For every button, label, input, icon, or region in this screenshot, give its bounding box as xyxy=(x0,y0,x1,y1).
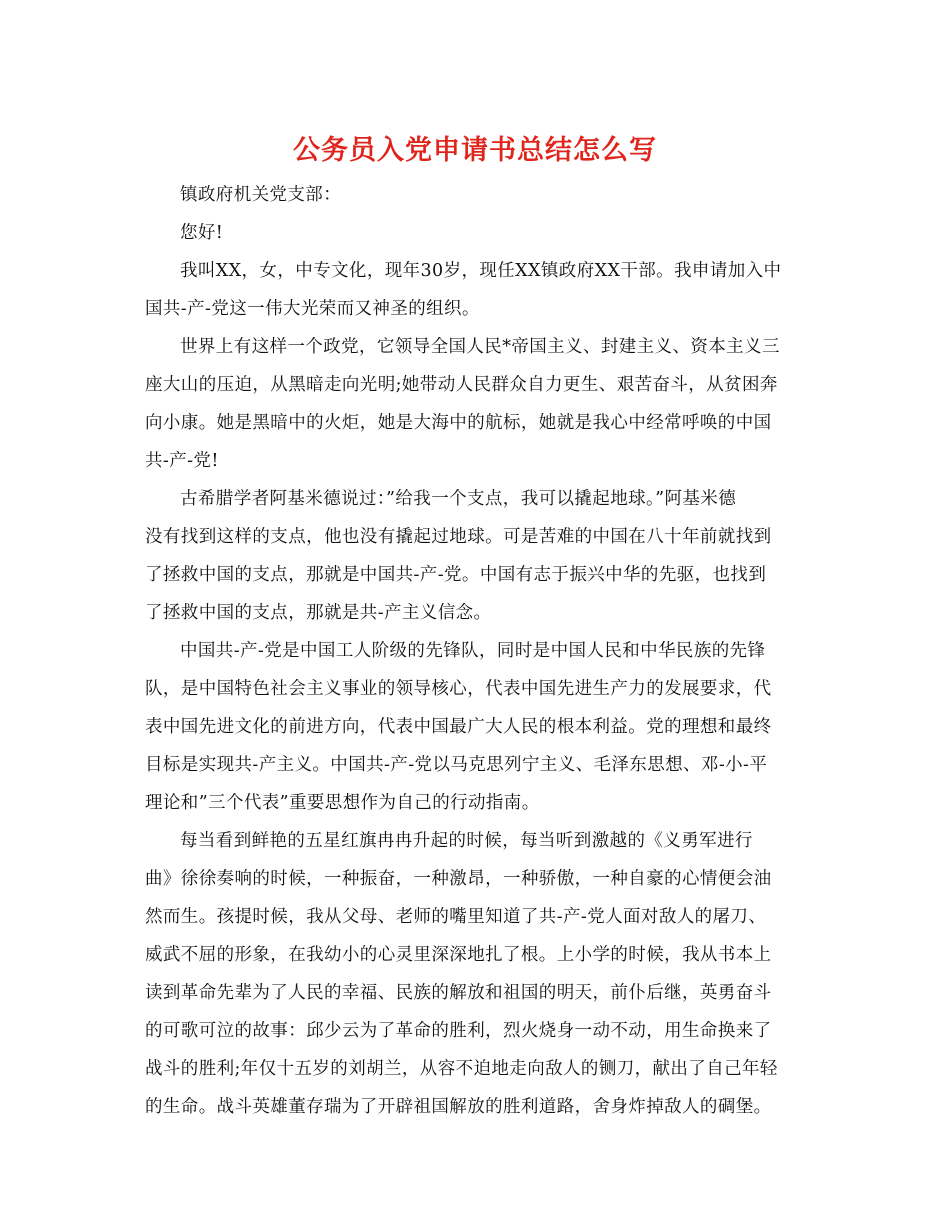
body-line: 然而生。孩提时候，我从父母、老师的嘴里知道了共-产-党人面对敌人的屠刀、 xyxy=(145,907,767,927)
body-line: 向小康。她是黑暗中的火炬，她是大海中的航标，她就是我心中经常呼唤的中国 xyxy=(145,413,772,433)
body-line: 世界上有这样一个政党，它领导全国人民*帝国主义、封建主义、资本主义三 xyxy=(180,337,780,357)
document-title: 公务员入党申请书总结怎么写 xyxy=(293,135,657,166)
body-line: 威武不屈的形象，在我幼小的心灵里深深地扎了根。上小学的时候，我从书本上 xyxy=(145,945,772,965)
body-line: 国共-产-党这一伟大光荣而又神圣的组织。 xyxy=(145,299,480,319)
body-line: 理论和”三个代表”重要思想作为自己的行动指南。 xyxy=(145,793,540,813)
body-line: 古希腊学者阿基米德说过：”给我一个支点，我可以撬起地球。”阿基米德 xyxy=(180,489,737,509)
body-line: 读到革命先辈为了人民的幸福、民族的解放和祖国的明天，前仆后继，英勇奋斗 xyxy=(145,983,772,1003)
body-line: 了拯救中国的支点，那就是中国共-产-党。中国有志于振兴中华的先驱，也找到 xyxy=(145,565,767,585)
body-line: 共-产-党! xyxy=(145,451,219,471)
document-body xyxy=(145,176,810,1126)
body-line: 目标是实现共-产主义。中国共-产-党以马克思列宁主义、毛泽东思想、邓-小-平 xyxy=(145,755,768,775)
body-line: 的生命。战斗英雄董存瑞为了开辟祖国解放的胜利道路，舍身炸掉敌人的碉堡。 xyxy=(145,1097,772,1117)
body-line: 没有找到这样的支点，他也没有撬起过地球。可是苦难的中国在八十年前就找到 xyxy=(145,527,772,547)
body-line: 您好! xyxy=(180,223,224,243)
body-line: 我叫XX，女，中专文化，现年30岁，现任XX镇政府XX干部。我申请加入中 xyxy=(180,261,782,281)
body-line: 座大山的压迫，从黑暗走向光明;她带动人民群众自力更生、艰苦奋斗，从贫困奔 xyxy=(145,375,778,395)
body-line: 中国共-产-党是中国工人阶级的先锋队，同时是中国人民和中华民族的先锋 xyxy=(180,641,766,661)
body-line: 表中国先进文化的前进方向，代表中国最广大人民的根本利益。党的理想和最终 xyxy=(145,717,772,737)
body-line: 队，是中国特色社会主义事业的领导核心，代表中国先进生产力的发展要求，代 xyxy=(145,679,772,699)
body-line: 的可歌可泣的故事：邱少云为了革命的胜利，烈火烧身一动不动，用生命换来了 xyxy=(145,1021,772,1041)
body-line: 战斗的胜利;年仅十五岁的刘胡兰，从容不迫地走向敌人的铡刀，献出了自己年轻 xyxy=(145,1059,778,1079)
body-line: 了拯救中国的支点，那就是共-产主义信念。 xyxy=(145,603,492,623)
body-line: 镇政府机关党支部： xyxy=(180,185,342,205)
body-line: 每当看到鲜艳的五星红旗冉冉升起的时候，每当听到激越的《义勇军进行 xyxy=(180,831,753,851)
body-line: 曲》徐徐奏响的时候，一种振奋，一种激昂，一种骄傲，一种自豪的心情便会油 xyxy=(145,869,772,889)
